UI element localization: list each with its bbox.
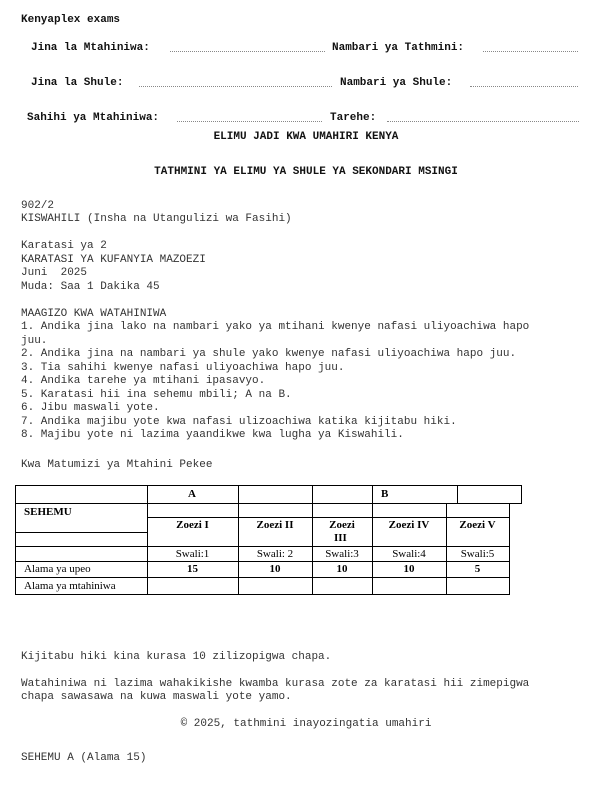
pages-note: Kijitabu hiki kina kurasa 10 zilizopigwa chapa. — [21, 651, 332, 663]
candidate-name-field[interactable] — [170, 42, 325, 52]
instruction-item: 2. Andika jina na nambari ya shule yako kwenye nafasi uliyoachiwa hapo juu. — [21, 348, 517, 360]
candidate-score-4[interactable] — [373, 578, 446, 594]
copyright: © 2025, tathmini inayozingatia umahiri — [180, 718, 432, 730]
zoezi-3-label: Zoezi — [329, 519, 355, 531]
swali-5: Swali:5 — [460, 548, 495, 560]
swali-4: Swali:4 — [392, 548, 426, 560]
swali-2: Swali: 2 — [256, 548, 294, 560]
date-label: Tarehe: — [330, 112, 377, 124]
brand-label: Kenyaplex exams — [21, 14, 121, 26]
instruction-item: 8. Majibu yote ni lazima yaandikwe kwa lugha ya Kiswahili. — [21, 429, 404, 441]
instruction-item: 1. Andika jina lako na nambari yako ya mtihani kwenye nafasi uliyoachiwa hapo — [21, 321, 530, 333]
school-name-label: Jina la Shule: — [31, 77, 124, 89]
assessment-number-field[interactable] — [483, 42, 578, 52]
instruction-item: 5. Karatasi hii ina sehemu mbili; A na B. — [21, 389, 292, 401]
check-note-line-1: Watahiniwa ni lazima wahakikishe kwamba kurasa zote za karatasi hii zimepigwa — [21, 678, 530, 690]
zoezi-1-label: Zoezi I — [176, 519, 209, 531]
instruction-item: 6. Jibu maswali yote. — [21, 402, 160, 414]
zoezi-4-label: Zoezi IV — [388, 519, 430, 531]
max-marks-2: 10 — [269, 563, 281, 575]
sehemu-label: SEHEMU — [24, 506, 72, 518]
candidate-score-1[interactable] — [148, 578, 238, 594]
max-marks-1: 15 — [187, 563, 198, 575]
check-note-line-2: chapa sawasawa na kuwa maswali yote yamo. — [21, 691, 292, 703]
candidate-score-5[interactable] — [447, 578, 509, 594]
signature-label: Sahihi ya Mtahiniwa: — [27, 112, 160, 124]
exam-title: TATHMINI YA ELIMU YA SHULE YA SEKONDARI MSINGI — [154, 166, 458, 178]
max-marks-label: Alama ya upeo — [24, 563, 91, 575]
school-number-field[interactable] — [470, 77, 578, 87]
section-a-heading: SEHEMU A (Alama 15) — [21, 752, 147, 764]
instruction-item: 3. Tia sahihi kwenye nafasi uliyoachiwa hapo juu. — [21, 362, 345, 374]
instruction-item: juu. — [21, 335, 48, 347]
date-field[interactable] — [387, 112, 579, 122]
school-name-field[interactable] — [139, 77, 332, 87]
paper-subject: KISWAHILI (Insha na Utangulizi wa Fasihi) — [21, 213, 292, 225]
school-number-label: Nambari ya Shule: — [340, 77, 453, 89]
assessment-number-label: Nambari ya Tathmini: — [332, 42, 465, 54]
max-marks-3: 10 — [336, 563, 348, 575]
signature-field[interactable] — [177, 112, 322, 122]
swali-1: Swali:1 — [175, 548, 210, 560]
org-title: ELIMU JADI KWA UMAHIRI KENYA — [213, 131, 399, 143]
paper-duration: Muda: Saa 1 Dakika 45 — [21, 281, 160, 293]
examiner-use-label: Kwa Matumizi ya Mtahini Pekee — [21, 459, 213, 471]
candidate-marks-label: Alama ya mtahiniwa — [24, 580, 116, 592]
instruction-item: 7. Andika majibu yote kwa nafasi ulizoachiwa katika kijitabu hiki. — [21, 416, 457, 428]
zoezi-3-label-cont: III — [334, 532, 347, 544]
max-marks-5: 5 — [474, 563, 481, 575]
instruction-item: 4. Andika tarehe ya mtihani ipasavyo. — [21, 375, 266, 387]
instructions-heading: MAAGIZO KWA WATAHINIWA — [21, 308, 167, 320]
paper-type: KARATASI YA KUFANYIA MAZOEZI — [21, 254, 206, 266]
paper-date: Juni 2025 — [21, 267, 88, 279]
candidate-name-label: Jina la Mtahiniwa: — [31, 42, 150, 54]
candidate-score-3[interactable] — [313, 578, 372, 594]
paper-code: 902/2 — [21, 200, 55, 212]
zoezi-2-label: Zoezi II — [256, 519, 294, 531]
section-a-label: A — [188, 488, 196, 500]
candidate-score-2[interactable] — [239, 578, 312, 594]
max-marks-4: 10 — [403, 563, 415, 575]
swali-3: Swali:3 — [325, 548, 359, 560]
zoezi-5-label: Zoezi V — [459, 519, 496, 531]
paper-number: Karatasi ya 2 — [21, 240, 107, 252]
section-b-label: B — [381, 488, 389, 500]
